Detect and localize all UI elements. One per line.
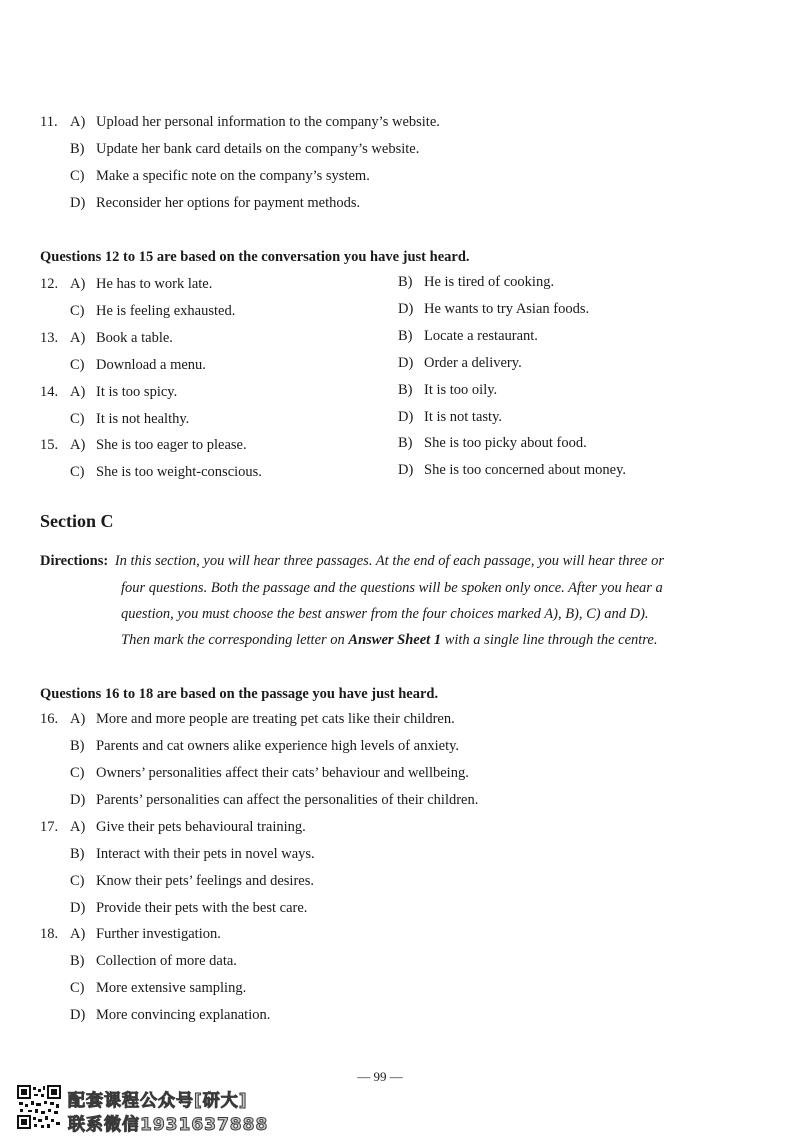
option-letter: B) bbox=[70, 846, 85, 862]
directions-line-1 bbox=[40, 554, 664, 569]
qr-code-graphic bbox=[16, 1084, 62, 1130]
option-text: Make a specific note on the company’s system. bbox=[96, 168, 370, 184]
option-letter: A) bbox=[70, 384, 86, 400]
option-letter: D) bbox=[398, 462, 414, 478]
q12-option-a bbox=[40, 277, 212, 292]
q14-option-b bbox=[398, 383, 497, 398]
q18-option-c bbox=[70, 981, 246, 996]
question-number: 18. bbox=[40, 926, 59, 942]
option-text: She is too weight-conscious. bbox=[96, 464, 262, 480]
option-text: Upload her personal information to the company’s website. bbox=[96, 114, 440, 130]
option-text: Update her bank card details on the company’s website. bbox=[96, 141, 420, 157]
q16-option-d bbox=[70, 793, 478, 808]
option-text: Order a delivery. bbox=[424, 355, 522, 371]
option-letter: C) bbox=[70, 464, 85, 480]
question-number: 16. bbox=[40, 711, 59, 727]
q18-option-d bbox=[70, 1008, 270, 1023]
option-text: He wants to try Asian foods. bbox=[424, 301, 590, 317]
q16-option-a bbox=[40, 712, 455, 727]
option-text: Book a table. bbox=[96, 330, 173, 346]
option-text: He has to work late. bbox=[96, 276, 213, 292]
option-text: He is tired of cooking. bbox=[424, 274, 555, 290]
option-letter: B) bbox=[70, 141, 85, 157]
option-letter: A) bbox=[70, 114, 86, 130]
directions-text: In this section, you will hear three passages. At the end of each passage, you will hear three or bbox=[114, 553, 665, 569]
option-letter: D) bbox=[398, 301, 414, 317]
directions-line-2: four questions. Both the passage and the questions will be spoken only once. After you hear a bbox=[121, 580, 663, 596]
q17-option-c bbox=[70, 874, 314, 889]
question-number: 17. bbox=[40, 819, 59, 835]
q13-option-d bbox=[398, 356, 522, 371]
option-letter: A) bbox=[70, 330, 86, 346]
option-letter: B) bbox=[398, 274, 413, 290]
option-letter: C) bbox=[70, 765, 85, 781]
q15-option-d bbox=[398, 463, 626, 478]
option-letter: D) bbox=[70, 900, 86, 916]
q14-option-c bbox=[70, 412, 189, 427]
option-text: More and more people are treating pet cats like their children. bbox=[96, 711, 455, 727]
option-letter: A) bbox=[70, 819, 86, 835]
option-text: She is too eager to please. bbox=[96, 437, 247, 453]
q17-option-b bbox=[70, 847, 315, 862]
q16-option-c bbox=[70, 766, 469, 781]
section-c-title: Section C bbox=[40, 511, 114, 531]
q15-option-a bbox=[40, 438, 247, 453]
option-text: Parents and cat owners alike experience high levels of anxiety. bbox=[96, 738, 460, 754]
q11-option-d bbox=[70, 196, 360, 211]
q18-option-b bbox=[70, 954, 237, 969]
option-text: Give their pets behavioural training. bbox=[96, 819, 306, 835]
option-text: Know their pets’ feelings and desires. bbox=[96, 873, 314, 889]
q11-option-a bbox=[40, 115, 440, 130]
page-number: — 99 — bbox=[357, 1069, 403, 1084]
questions-16-18-heading: Questions 16 to 18 are based on the passage you have just heard. bbox=[40, 686, 439, 702]
q12-option-b bbox=[398, 275, 554, 290]
option-letter: A) bbox=[70, 711, 86, 727]
q13-option-a bbox=[40, 331, 173, 346]
q12-option-c bbox=[70, 304, 235, 319]
q11-option-b bbox=[70, 142, 419, 157]
option-text: It is too oily. bbox=[424, 382, 498, 398]
question-number: 14. bbox=[40, 384, 59, 400]
directions-line-4 bbox=[121, 633, 657, 648]
q12-option-d bbox=[398, 302, 589, 317]
option-letter: D) bbox=[70, 792, 86, 808]
watermark-line-1: 配套课程公众号[研大] bbox=[68, 1091, 248, 1111]
option-text: More extensive sampling. bbox=[96, 980, 247, 996]
q14-option-a bbox=[40, 385, 177, 400]
directions-text: Then mark the corresponding letter on bbox=[121, 632, 349, 648]
option-text: Parents’ personalities can affect the personalities of their children. bbox=[96, 792, 479, 808]
option-letter: A) bbox=[70, 437, 86, 453]
question-number: 13. bbox=[40, 330, 59, 346]
q15-option-c bbox=[70, 465, 262, 480]
directions-text: with a single line through the centre. bbox=[441, 632, 658, 648]
directions-line-3: question, you must choose the best answer from the four choices marked A), B), C) and D). bbox=[121, 606, 649, 622]
option-text: Download a menu. bbox=[96, 357, 206, 373]
option-letter: B) bbox=[398, 435, 413, 451]
option-text: Owners’ personalities affect their cats’ behaviour and wellbeing. bbox=[96, 765, 469, 781]
questions-12-15-heading: Questions 12 to 15 are based on the conversation you have just heard. bbox=[40, 249, 470, 265]
q13-option-c bbox=[70, 358, 206, 373]
option-text: Further investigation. bbox=[96, 926, 221, 942]
question-number: 15. bbox=[40, 437, 59, 453]
q14-option-d bbox=[398, 410, 502, 425]
option-text: He is feeling exhausted. bbox=[96, 303, 236, 319]
option-letter: C) bbox=[70, 303, 85, 319]
option-letter: C) bbox=[70, 411, 85, 427]
option-text: It is not tasty. bbox=[424, 409, 503, 425]
q16-option-b bbox=[70, 739, 459, 754]
watermark-line-2: 联系微信1931637888 bbox=[68, 1115, 269, 1135]
option-letter: D) bbox=[398, 409, 414, 425]
option-letter: C) bbox=[70, 168, 85, 184]
option-text: She is too concerned about money. bbox=[424, 462, 627, 478]
q17-option-d bbox=[70, 901, 307, 916]
option-text: Collection of more data. bbox=[96, 953, 237, 969]
option-letter: D) bbox=[398, 355, 414, 371]
option-letter: B) bbox=[398, 328, 413, 344]
option-text: It is not healthy. bbox=[96, 411, 190, 427]
q11-option-c bbox=[70, 169, 370, 184]
question-number: 12. bbox=[40, 276, 59, 292]
option-text: More convincing explanation. bbox=[96, 1007, 271, 1023]
q13-option-b bbox=[398, 329, 538, 344]
option-letter: D) bbox=[70, 1007, 86, 1023]
qr-code-icon bbox=[16, 1084, 62, 1130]
option-letter: A) bbox=[70, 276, 86, 292]
option-letter: C) bbox=[70, 980, 85, 996]
answer-sheet-label: Answer Sheet 1 bbox=[348, 632, 442, 648]
option-letter: B) bbox=[398, 382, 413, 398]
option-text: She is too picky about food. bbox=[424, 435, 587, 451]
option-text: Provide their pets with the best care. bbox=[96, 900, 308, 916]
option-letter: D) bbox=[70, 195, 86, 211]
option-text: Locate a restaurant. bbox=[424, 328, 538, 344]
option-letter: B) bbox=[70, 738, 85, 754]
option-letter: B) bbox=[70, 953, 85, 969]
q17-option-a bbox=[40, 820, 306, 835]
option-letter: C) bbox=[70, 357, 85, 373]
q15-option-b bbox=[398, 436, 587, 451]
question-number: 11. bbox=[40, 114, 58, 130]
q18-option-a bbox=[40, 927, 221, 942]
option-letter: A) bbox=[70, 926, 86, 942]
directions-label: Directions: bbox=[40, 553, 109, 569]
option-letter: C) bbox=[70, 873, 85, 889]
option-text: Reconsider her options for payment methods. bbox=[96, 195, 361, 211]
option-text: Interact with their pets in novel ways. bbox=[96, 846, 315, 862]
option-text: It is too spicy. bbox=[96, 384, 178, 400]
